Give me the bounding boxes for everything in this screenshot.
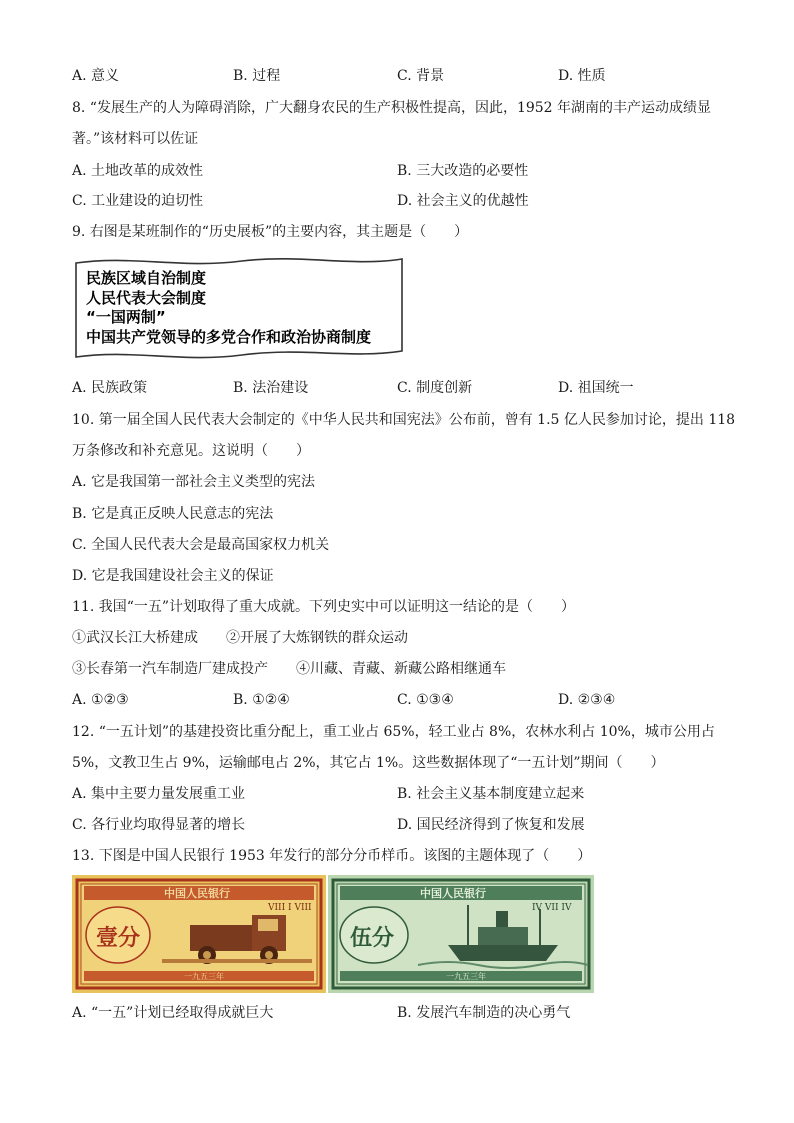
note1-serial: VIII I VIII xyxy=(268,903,312,913)
q10-option-d[interactable]: D. 它是我国建设社会主义的保证 xyxy=(72,568,274,584)
q11-stem: 11. 我国“一五”计划取得了重大成就。下列史实中可以证明这一结论的是（ ） xyxy=(72,599,576,615)
q8-option-d[interactable]: D. 社会主义的优越性 xyxy=(397,193,529,209)
q11-option-b[interactable]: B. ①②④ xyxy=(233,692,290,708)
q13-option-b[interactable]: B. 发展汽车制造的决心勇气 xyxy=(397,1005,571,1021)
q9-option-c[interactable]: C. 制度创新 xyxy=(397,380,473,396)
q10-stem-line2: 万条修改和补充意见。这说明（ ） xyxy=(72,443,310,459)
note2-value: 伍分 xyxy=(350,925,395,951)
q9-stem: 9. 右图是某班制作的“历史展板”的主要内容，其主题是（ ） xyxy=(72,224,469,240)
note1-value: 壹分 xyxy=(96,925,141,951)
note1-year: 一九五三年 xyxy=(184,972,224,981)
q7-option-b[interactable]: B. 过程 xyxy=(233,68,281,84)
note1-bank-name: 中国人民银行 xyxy=(164,887,230,900)
q9-option-b[interactable]: B. 法治建设 xyxy=(233,380,309,396)
q13-stem: 13. 下图是中国人民银行 1953 年发行的部分分币样币。该图的主题体现了（ ） xyxy=(72,848,592,864)
board-line-4: 中国共产党领导的多党合作和政治协商制度 xyxy=(86,327,372,346)
q12-option-c[interactable]: C. 各行业均取得显著的增长 xyxy=(72,817,246,833)
q13-option-a[interactable]: A. “一五”计划已经取得成就巨大 xyxy=(72,1005,274,1021)
q7-option-d[interactable]: D. 性质 xyxy=(558,68,606,84)
q8-option-b[interactable]: B. 三大改造的必要性 xyxy=(397,163,529,179)
q10-option-a[interactable]: A. 它是我国第一部社会主义类型的宪法 xyxy=(72,474,316,490)
q7-option-c[interactable]: C. 背景 xyxy=(397,68,445,84)
q10-option-b[interactable]: B. 它是真正反映人民意志的宪法 xyxy=(72,506,274,522)
q10-option-c[interactable]: C. 全国人民代表大会是最高国家权力机关 xyxy=(72,537,330,553)
board-line-2: 人民代表大会制度 xyxy=(86,288,207,307)
q12-stem-line1: 12. “一五计划”的基建投资比重分配上，重工业占 65%，轻工业占 8%，农林水利占 10%，城市公用占 xyxy=(72,724,715,740)
note2-serial: IV VII IV xyxy=(532,903,572,913)
q7-option-a[interactable]: A. 意义 xyxy=(72,68,120,84)
q8-stem-line2: 著。”该材料可以佐证 xyxy=(72,131,199,147)
board-line-3: “一国两制” xyxy=(86,308,166,326)
q8-option-a[interactable]: A. 土地改革的成效性 xyxy=(72,163,204,179)
board-line-1: 民族区域自治制度 xyxy=(86,269,207,287)
q12-stem-line2: 5%，文教卫生占 9%，运输邮电占 2%，其它占 1%。这些数据体现了“一五计划”期间（ ） xyxy=(72,755,665,771)
banknote-one-fen xyxy=(72,875,326,993)
q11-option-a[interactable]: A. ①②③ xyxy=(72,692,129,708)
q8-option-c[interactable]: C. 工业建设的迫切性 xyxy=(72,193,204,209)
q11-items-line2: ③长春第一汽车制造厂建成投产 ④川藏、青藏、新藏公路相继通车 xyxy=(72,661,506,677)
q11-option-d[interactable]: D. ②③④ xyxy=(558,692,616,708)
history-board-figure xyxy=(72,255,406,361)
q9-option-a[interactable]: A. 民族政策 xyxy=(72,380,148,396)
note2-year: 一九五三年 xyxy=(446,972,486,981)
q8-stem-line1: 8. “发展生产的人为障碍消除，广大翻身农民的生产积极性提高，因此，1952 年湖南的丰产运动成绩显 xyxy=(72,100,712,116)
q9-option-d[interactable]: D. 祖国统一 xyxy=(558,380,634,396)
note2-bank-name: 中国人民银行 xyxy=(420,887,486,900)
q12-option-a[interactable]: A. 集中主要力量发展重工业 xyxy=(72,786,246,802)
q12-option-b[interactable]: B. 社会主义基本制度建立起来 xyxy=(397,786,585,802)
banknote-five-fen xyxy=(328,875,594,993)
q11-items-line1: ①武汉长江大桥建成 ②开展了大炼钢铁的群众运动 xyxy=(72,630,408,646)
q12-option-d[interactable]: D. 国民经济得到了恢复和发展 xyxy=(397,817,585,833)
q11-option-c[interactable]: C. ①③④ xyxy=(397,692,454,708)
q10-stem-line1: 10. 第一届全国人民代表大会制定的《中华人民共和国宪法》公布前，曾有 1.5 亿人民参加讨论，提出 118 xyxy=(72,412,736,428)
